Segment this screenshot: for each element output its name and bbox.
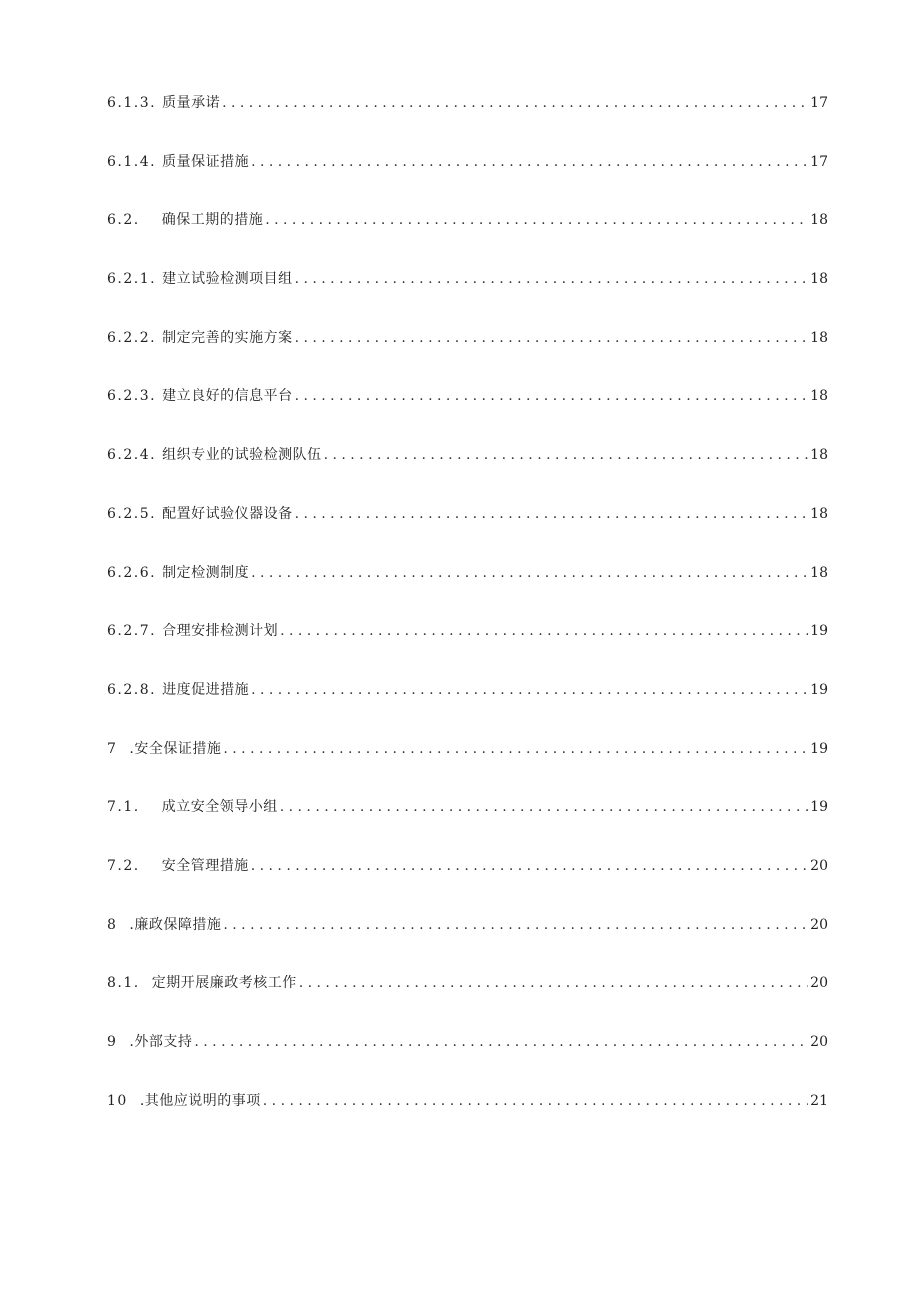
toc-entry-page: 17 <box>810 95 828 111</box>
toc-entry-number: 6.2.7. <box>107 623 157 640</box>
toc-entry-page: 18 <box>810 271 828 288</box>
toc-entry-number: 7.1. <box>107 799 140 816</box>
toc-entry-number: 6.2.5. <box>107 505 157 522</box>
toc-entry-number: 6.2.4. <box>107 447 157 464</box>
toc-entry[interactable] <box>107 912 828 971</box>
toc-dot-leader <box>265 207 808 233</box>
toc-entry-page: 18 <box>810 212 828 229</box>
toc-entry-page: 19 <box>810 681 828 698</box>
toc-entry[interactable] <box>107 618 828 677</box>
toc-dot-leader <box>251 853 808 879</box>
toc-entry-number: 8 <box>107 916 118 933</box>
table-of-contents <box>107 90 828 1146</box>
toc-entry-page: 19 <box>810 799 828 816</box>
toc-entry[interactable] <box>107 149 828 208</box>
toc-entry[interactable] <box>107 442 828 501</box>
toc-entry-title: 组织专业的试验检测队伍 <box>162 447 322 464</box>
toc-entry-title: 安全管理措施 <box>161 857 249 874</box>
toc-entry[interactable] <box>107 90 828 149</box>
toc-entry-title: 定期开展廉政考核工作 <box>151 975 297 992</box>
toc-entry-title: 质量承诺 <box>162 95 221 111</box>
toc-entry[interactable] <box>107 853 828 912</box>
toc-entry[interactable] <box>107 207 828 266</box>
toc-entry-title: .廉政保障措施 <box>129 916 222 933</box>
toc-entry-page: 18 <box>810 329 828 346</box>
toc-entry-page: 18 <box>810 564 828 581</box>
toc-entry-number: 7.2. <box>107 857 140 874</box>
toc-entry-number: 10 <box>107 1092 128 1109</box>
toc-entry-title: 进度促进措施 <box>162 681 250 698</box>
toc-entry[interactable] <box>107 266 828 325</box>
toc-entry[interactable] <box>107 1029 828 1088</box>
toc-dot-leader <box>280 794 808 820</box>
toc-entry-page: 20 <box>810 916 828 933</box>
toc-entry[interactable] <box>107 794 828 853</box>
toc-entry-title: .外部支持 <box>129 1034 193 1050</box>
toc-entry-number: 7 <box>107 740 118 757</box>
toc-entry[interactable] <box>107 383 828 442</box>
toc-entry-number: 9 <box>107 1034 118 1050</box>
toc-entry-page: 18 <box>810 388 828 405</box>
toc-entry-page: 18 <box>810 505 828 522</box>
toc-entry-title: 质量保证措施 <box>162 153 250 170</box>
toc-entry-number: 6.1.4. <box>107 153 157 170</box>
toc-entry-number: 6.1.3. <box>107 95 157 111</box>
toc-entry[interactable] <box>107 1088 828 1147</box>
toc-entry-number: 6.2.1. <box>107 271 157 288</box>
toc-dot-leader <box>324 442 809 468</box>
toc-entry-page: 20 <box>810 1034 828 1050</box>
toc-entry-title: 成立安全领导小组 <box>161 799 278 816</box>
toc-entry-number: 6.2.6. <box>107 564 157 581</box>
toc-entry-title: 合理安排检测计划 <box>162 623 279 640</box>
toc-entry[interactable] <box>107 970 828 1029</box>
toc-entry-title: 制定完善的实施方案 <box>162 329 293 346</box>
toc-entry-number: 6.2.2. <box>107 329 157 346</box>
toc-dot-leader <box>299 970 808 996</box>
toc-dot-leader <box>295 325 809 351</box>
toc-entry[interactable] <box>107 677 828 736</box>
toc-entry-page: 20 <box>810 857 828 874</box>
toc-entry-title: 确保工期的措施 <box>161 212 264 229</box>
toc-entry[interactable] <box>107 736 828 795</box>
toc-entry-page: 18 <box>810 447 828 464</box>
toc-entry-number: 8.1. <box>107 975 140 992</box>
toc-dot-leader <box>251 560 808 586</box>
toc-dot-leader <box>251 677 808 703</box>
toc-entry-number: 6.2.3. <box>107 388 157 405</box>
toc-dot-leader <box>222 90 808 116</box>
toc-entry-page: 21 <box>810 1092 828 1109</box>
toc-entry-number: 6.2. <box>107 212 140 229</box>
toc-dot-leader <box>263 1088 808 1114</box>
toc-entry-title: 建立良好的信息平台 <box>162 388 293 405</box>
toc-entry-page: 19 <box>810 740 828 757</box>
toc-entry[interactable] <box>107 325 828 384</box>
toc-dot-leader <box>223 912 808 938</box>
toc-dot-leader <box>223 736 808 762</box>
toc-entry-page: 20 <box>810 975 828 992</box>
toc-entry-title: .其他应说明的事项 <box>139 1092 261 1109</box>
toc-entry[interactable] <box>107 560 828 619</box>
toc-dot-leader <box>295 501 809 527</box>
toc-dot-leader <box>251 149 808 175</box>
toc-dot-leader <box>280 618 808 644</box>
toc-dot-leader <box>194 1029 808 1055</box>
toc-entry-title: 配置好试验仪器设备 <box>162 505 293 522</box>
toc-entry[interactable] <box>107 501 828 560</box>
toc-entry-title: 建立试验检测项目组 <box>162 271 293 288</box>
toc-dot-leader <box>295 383 809 409</box>
toc-entry-number: 6.2.8. <box>107 681 157 698</box>
toc-entry-page: 19 <box>810 623 828 640</box>
toc-entry-page: 17 <box>810 153 828 170</box>
toc-entry-title: 制定检测制度 <box>162 564 250 581</box>
toc-entry-title: .安全保证措施 <box>129 740 222 757</box>
toc-dot-leader <box>295 266 809 292</box>
